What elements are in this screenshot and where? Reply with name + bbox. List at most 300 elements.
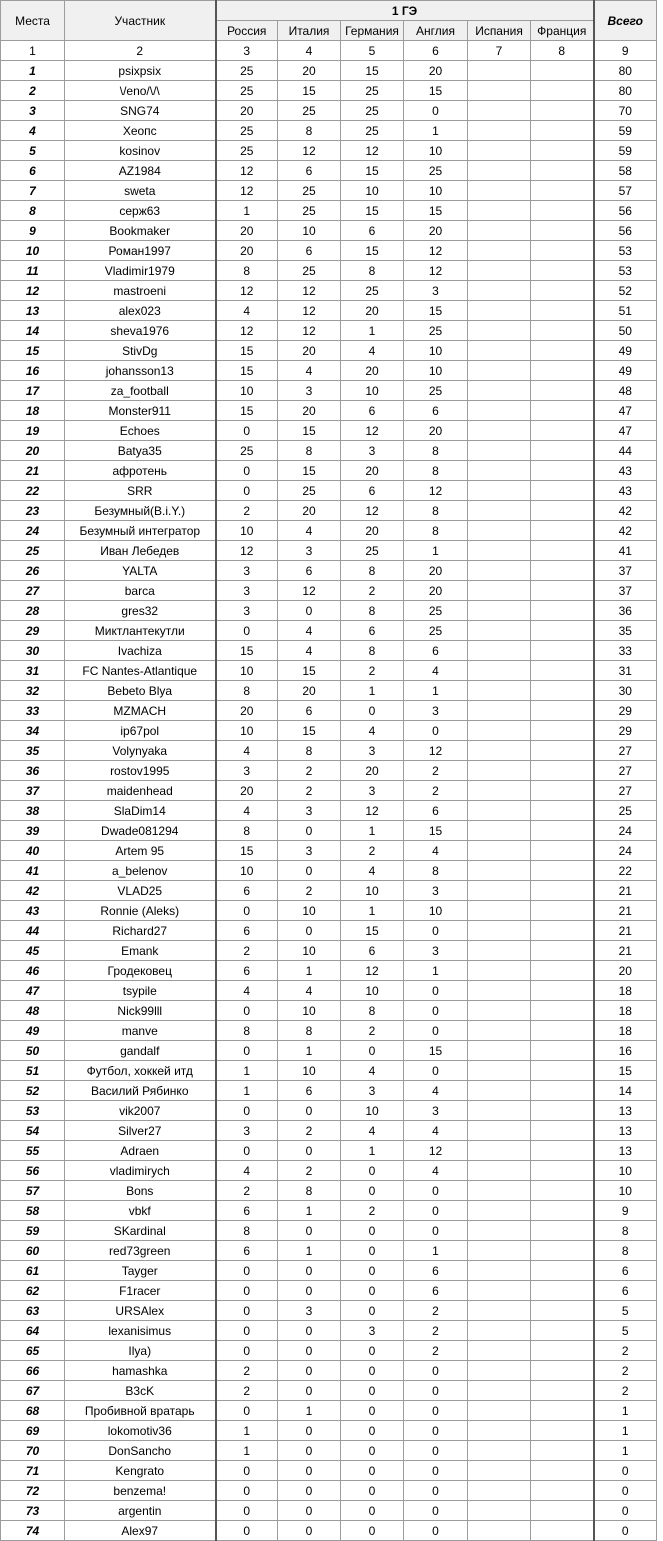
participant-cell: Василий Рябинко [65, 1081, 216, 1101]
score-cell [531, 541, 594, 561]
total-cell: 0 [594, 1521, 657, 1541]
score-cell: 8 [404, 521, 468, 541]
place-cell: 4 [1, 121, 65, 141]
table-row [1, 461, 657, 481]
score-cell: 12 [216, 281, 278, 301]
total-cell: 2 [594, 1341, 657, 1361]
score-cell [531, 1101, 594, 1121]
table-row [1, 321, 657, 341]
total-cell: 49 [594, 341, 657, 361]
table-row [1, 221, 657, 241]
score-cell: 0 [404, 1381, 468, 1401]
score-cell: 15 [216, 401, 278, 421]
score-cell: 10 [404, 141, 468, 161]
score-cell: 0 [341, 1441, 404, 1461]
score-cell [468, 601, 531, 621]
score-cell [468, 1261, 531, 1281]
place-cell: 44 [1, 921, 65, 941]
score-cell: 0 [278, 1421, 341, 1441]
score-cell: 25 [341, 81, 404, 101]
table-row [1, 241, 657, 261]
score-cell [468, 861, 531, 881]
score-cell [468, 401, 531, 421]
total-cell: 27 [594, 781, 657, 801]
score-cell [531, 581, 594, 601]
score-cell: 6 [216, 881, 278, 901]
participant-cell: psixpsix [65, 61, 216, 81]
score-cell: 20 [341, 461, 404, 481]
score-cell [468, 661, 531, 681]
score-cell: 2 [278, 1121, 341, 1141]
place-cell: 37 [1, 781, 65, 801]
place-cell: 52 [1, 1081, 65, 1101]
score-cell: 4 [341, 341, 404, 361]
score-cell: 0 [404, 1421, 468, 1441]
participant-cell: Volynyaka [65, 741, 216, 761]
group-header: 1 ГЭ [216, 1, 594, 21]
participant-cell: gres32 [65, 601, 216, 621]
score-cell: 4 [404, 1161, 468, 1181]
total-cell: 20 [594, 961, 657, 981]
column-number-cell: 6 [404, 41, 468, 61]
place-cell: 68 [1, 1401, 65, 1421]
score-cell: 6 [278, 561, 341, 581]
place-column-header: Места [1, 1, 65, 41]
table-row [1, 1101, 657, 1121]
score-cell [468, 581, 531, 601]
score-cell: 0 [404, 1361, 468, 1381]
total-cell: 24 [594, 841, 657, 861]
score-cell: 25 [278, 261, 341, 281]
column-number-cell: 9 [594, 41, 657, 61]
participant-cell: SRR [65, 481, 216, 501]
total-cell: 58 [594, 161, 657, 181]
place-cell: 71 [1, 1461, 65, 1481]
table-row [1, 381, 657, 401]
table-row [1, 81, 657, 101]
place-cell: 74 [1, 1521, 65, 1541]
score-cell: 8 [404, 501, 468, 521]
score-cell: 15 [216, 641, 278, 661]
score-cell: 8 [341, 561, 404, 581]
participant-cell: tsypile [65, 981, 216, 1001]
score-cell: 15 [404, 201, 468, 221]
score-cell [531, 621, 594, 641]
participant-cell: hamashka [65, 1361, 216, 1381]
score-cell: 2 [404, 1321, 468, 1341]
place-cell: 12 [1, 281, 65, 301]
score-cell [531, 121, 594, 141]
table-row [1, 1281, 657, 1301]
participant-cell: Хеопс [65, 121, 216, 141]
place-cell: 65 [1, 1341, 65, 1361]
score-cell: 8 [278, 441, 341, 461]
total-cell: 13 [594, 1121, 657, 1141]
score-cell: 0 [278, 821, 341, 841]
table-row [1, 841, 657, 861]
column-number-cell: 4 [278, 41, 341, 61]
score-cell: 2 [278, 781, 341, 801]
score-cell: 2 [278, 761, 341, 781]
score-cell: 0 [216, 1401, 278, 1421]
score-cell: 8 [216, 821, 278, 841]
score-cell [531, 981, 594, 1001]
score-cell [531, 401, 594, 421]
total-cell: 50 [594, 321, 657, 341]
score-cell [468, 201, 531, 221]
score-cell: 3 [404, 881, 468, 901]
table-row [1, 1041, 657, 1061]
score-cell: 25 [278, 101, 341, 121]
total-cell: 13 [594, 1101, 657, 1121]
score-cell: 3 [404, 1101, 468, 1121]
participant-cell: Bookmaker [65, 221, 216, 241]
score-cell: 10 [404, 361, 468, 381]
participant-cell: Richard27 [65, 921, 216, 941]
score-cell [531, 1281, 594, 1301]
score-cell: 20 [216, 241, 278, 261]
participant-cell: DonSancho [65, 1441, 216, 1461]
participant-cell: FC Nantes-Atlantique [65, 661, 216, 681]
place-cell: 6 [1, 161, 65, 181]
participant-cell: manve [65, 1021, 216, 1041]
score-cell: 12 [341, 961, 404, 981]
score-cell: 20 [278, 401, 341, 421]
score-cell: 15 [341, 201, 404, 221]
score-cell: 1 [404, 961, 468, 981]
score-cell [531, 521, 594, 541]
total-cell: 6 [594, 1261, 657, 1281]
place-cell: 32 [1, 681, 65, 701]
score-cell [468, 741, 531, 761]
score-cell [468, 281, 531, 301]
place-cell: 51 [1, 1061, 65, 1081]
score-cell: 20 [278, 681, 341, 701]
participant-cell: lexanisimus [65, 1321, 216, 1341]
score-cell: 1 [341, 821, 404, 841]
score-cell: 15 [341, 241, 404, 261]
table-row [1, 1241, 657, 1261]
table-row [1, 661, 657, 681]
participant-cell: Гродековец [65, 961, 216, 981]
score-cell [468, 1521, 531, 1541]
score-cell: 4 [341, 1121, 404, 1141]
score-cell [531, 201, 594, 221]
score-cell: 0 [341, 1461, 404, 1481]
score-cell [531, 1261, 594, 1281]
table-row [1, 1521, 657, 1541]
place-cell: 40 [1, 841, 65, 861]
score-cell: 20 [341, 761, 404, 781]
table-row [1, 541, 657, 561]
total-cell: 31 [594, 661, 657, 681]
participant-cell: red73green [65, 1241, 216, 1261]
participant-cell: VLAD25 [65, 881, 216, 901]
table-row [1, 681, 657, 701]
score-cell: 8 [341, 601, 404, 621]
place-cell: 8 [1, 201, 65, 221]
score-cell: 25 [216, 441, 278, 461]
score-cell: 0 [404, 1001, 468, 1021]
table-row [1, 1321, 657, 1341]
score-cell: 0 [216, 1281, 278, 1301]
table-row [1, 881, 657, 901]
participant-cell: URSAlex [65, 1301, 216, 1321]
score-cell [468, 1401, 531, 1421]
participant-cell: Безумный(B.i.Y.) [65, 501, 216, 521]
score-cell: 20 [216, 781, 278, 801]
score-cell: 3 [278, 381, 341, 401]
score-cell: 15 [404, 1041, 468, 1061]
score-cell: 4 [216, 801, 278, 821]
place-cell: 41 [1, 861, 65, 881]
score-cell [531, 1301, 594, 1321]
score-cell [531, 1321, 594, 1341]
score-cell [531, 1001, 594, 1021]
total-cell: 18 [594, 1001, 657, 1021]
score-cell: 20 [404, 61, 468, 81]
score-cell: 0 [404, 1501, 468, 1521]
score-cell: 20 [341, 521, 404, 541]
score-cell: 15 [341, 61, 404, 81]
score-cell: 10 [404, 901, 468, 921]
score-cell [468, 181, 531, 201]
total-cell: 56 [594, 221, 657, 241]
table-row [1, 501, 657, 521]
score-cell: 10 [278, 1001, 341, 1021]
score-cell [531, 921, 594, 941]
score-cell: 3 [341, 1321, 404, 1341]
score-cell: 1 [216, 1421, 278, 1441]
participant-cell: gandalf [65, 1041, 216, 1061]
score-cell [468, 941, 531, 961]
score-cell: 6 [216, 1201, 278, 1221]
score-cell [531, 901, 594, 921]
place-cell: 42 [1, 881, 65, 901]
score-cell [468, 1301, 531, 1321]
place-cell: 10 [1, 241, 65, 261]
total-cell: 59 [594, 121, 657, 141]
score-cell: 10 [278, 941, 341, 961]
score-cell [468, 961, 531, 981]
score-cell: 0 [278, 1521, 341, 1541]
score-cell [468, 1501, 531, 1521]
table-row [1, 301, 657, 321]
table-row [1, 1161, 657, 1181]
score-cell: 0 [341, 1481, 404, 1501]
score-cell [468, 381, 531, 401]
place-cell: 49 [1, 1021, 65, 1041]
score-cell: 4 [216, 301, 278, 321]
table-row [1, 201, 657, 221]
score-cell [468, 801, 531, 821]
score-cell [468, 921, 531, 941]
table-row [1, 821, 657, 841]
total-cell: 53 [594, 241, 657, 261]
score-cell: 6 [341, 941, 404, 961]
score-cell: 25 [216, 61, 278, 81]
score-cell [531, 341, 594, 361]
score-cell: 1 [278, 1401, 341, 1421]
table-row [1, 181, 657, 201]
score-cell: 12 [404, 481, 468, 501]
participant-cell: a_belenov [65, 861, 216, 881]
score-cell: 15 [278, 421, 341, 441]
total-cell: 1 [594, 1401, 657, 1421]
score-cell: 8 [216, 261, 278, 281]
table-row [1, 701, 657, 721]
score-cell: 25 [278, 481, 341, 501]
score-cell: 1 [216, 1081, 278, 1101]
score-cell: 0 [216, 901, 278, 921]
column-number-cell: 5 [341, 41, 404, 61]
score-cell: 6 [278, 161, 341, 181]
score-cell: 1 [216, 1061, 278, 1081]
total-cell: 48 [594, 381, 657, 401]
score-cell [468, 1241, 531, 1261]
score-cell [531, 1481, 594, 1501]
total-cell: 0 [594, 1481, 657, 1501]
table-row [1, 801, 657, 821]
score-cell: 2 [216, 1361, 278, 1381]
table-row [1, 1061, 657, 1081]
score-cell [468, 841, 531, 861]
score-cell: 12 [341, 501, 404, 521]
place-cell: 50 [1, 1041, 65, 1061]
score-cell: 1 [278, 961, 341, 981]
score-cell [531, 661, 594, 681]
score-cell: 4 [278, 621, 341, 641]
place-cell: 11 [1, 261, 65, 281]
place-cell: 2 [1, 81, 65, 101]
total-cell: 0 [594, 1461, 657, 1481]
score-cell: 15 [341, 161, 404, 181]
participant-cell: Ivachiza [65, 641, 216, 661]
score-cell: 4 [278, 641, 341, 661]
score-cell: 4 [404, 1121, 468, 1141]
table-row [1, 901, 657, 921]
score-cell: 0 [278, 601, 341, 621]
score-cell: 0 [216, 461, 278, 481]
country-column-header: Россия [216, 21, 278, 41]
place-cell: 33 [1, 701, 65, 721]
place-cell: 45 [1, 941, 65, 961]
total-cell: 29 [594, 721, 657, 741]
total-cell: 53 [594, 261, 657, 281]
table-row [1, 1381, 657, 1401]
score-cell [468, 221, 531, 241]
score-cell: 12 [278, 321, 341, 341]
place-cell: 60 [1, 1241, 65, 1261]
total-cell: 27 [594, 741, 657, 761]
total-cell: 10 [594, 1161, 657, 1181]
score-cell [531, 1221, 594, 1241]
table-row [1, 1001, 657, 1021]
score-cell [468, 1221, 531, 1241]
score-cell [468, 1101, 531, 1121]
score-cell: 0 [404, 101, 468, 121]
score-cell [468, 1041, 531, 1061]
table-row [1, 441, 657, 461]
score-cell: 12 [341, 421, 404, 441]
score-cell: 15 [404, 81, 468, 101]
table-row [1, 521, 657, 541]
total-cell: 52 [594, 281, 657, 301]
total-cell: 1 [594, 1441, 657, 1461]
place-cell: 19 [1, 421, 65, 441]
score-cell: 3 [341, 781, 404, 801]
score-cell: 4 [341, 721, 404, 741]
place-cell: 55 [1, 1141, 65, 1161]
score-cell [468, 1061, 531, 1081]
total-cell: 43 [594, 461, 657, 481]
place-cell: 1 [1, 61, 65, 81]
total-cell: 8 [594, 1221, 657, 1241]
score-cell: 20 [404, 221, 468, 241]
table-row [1, 1081, 657, 1101]
table-row [1, 341, 657, 361]
score-cell: 0 [216, 1001, 278, 1021]
score-cell: 0 [216, 1301, 278, 1321]
score-cell: 6 [404, 801, 468, 821]
place-cell: 47 [1, 981, 65, 1001]
score-cell [531, 561, 594, 581]
score-cell: 8 [278, 1021, 341, 1041]
score-cell: 0 [404, 1481, 468, 1501]
total-cell: 1 [594, 1421, 657, 1441]
total-cell: 25 [594, 801, 657, 821]
score-cell [531, 161, 594, 181]
participant-cell: benzema! [65, 1481, 216, 1501]
score-cell [531, 241, 594, 261]
table-row [1, 1481, 657, 1501]
participant-cell: AZ1984 [65, 161, 216, 181]
score-cell: 1 [278, 1201, 341, 1221]
score-cell: 25 [404, 381, 468, 401]
score-cell [468, 81, 531, 101]
score-cell [468, 1321, 531, 1341]
score-cell [468, 481, 531, 501]
participant-cell: alex023 [65, 301, 216, 321]
score-cell: 3 [341, 741, 404, 761]
place-cell: 53 [1, 1101, 65, 1121]
score-cell [531, 1201, 594, 1221]
total-cell: 47 [594, 421, 657, 441]
score-cell: 10 [278, 1061, 341, 1081]
score-cell: 0 [341, 1281, 404, 1301]
score-cell [468, 1181, 531, 1201]
score-cell [531, 481, 594, 501]
total-column-header: Всего [594, 1, 657, 41]
place-cell: 58 [1, 1201, 65, 1221]
score-cell: 2 [341, 841, 404, 861]
score-cell: 25 [278, 201, 341, 221]
score-cell [531, 1381, 594, 1401]
score-cell: 2 [278, 881, 341, 901]
score-cell: 0 [341, 1501, 404, 1521]
table-row [1, 361, 657, 381]
score-cell [468, 61, 531, 81]
score-cell: 2 [341, 1021, 404, 1041]
score-cell: 15 [216, 341, 278, 361]
participant-cell: Tayger [65, 1261, 216, 1281]
total-cell: 0 [594, 1501, 657, 1521]
participant-cell: za_football [65, 381, 216, 401]
score-cell: 0 [216, 1041, 278, 1061]
score-cell: 20 [216, 701, 278, 721]
score-cell: 1 [404, 1241, 468, 1261]
participant-cell: rostov1995 [65, 761, 216, 781]
